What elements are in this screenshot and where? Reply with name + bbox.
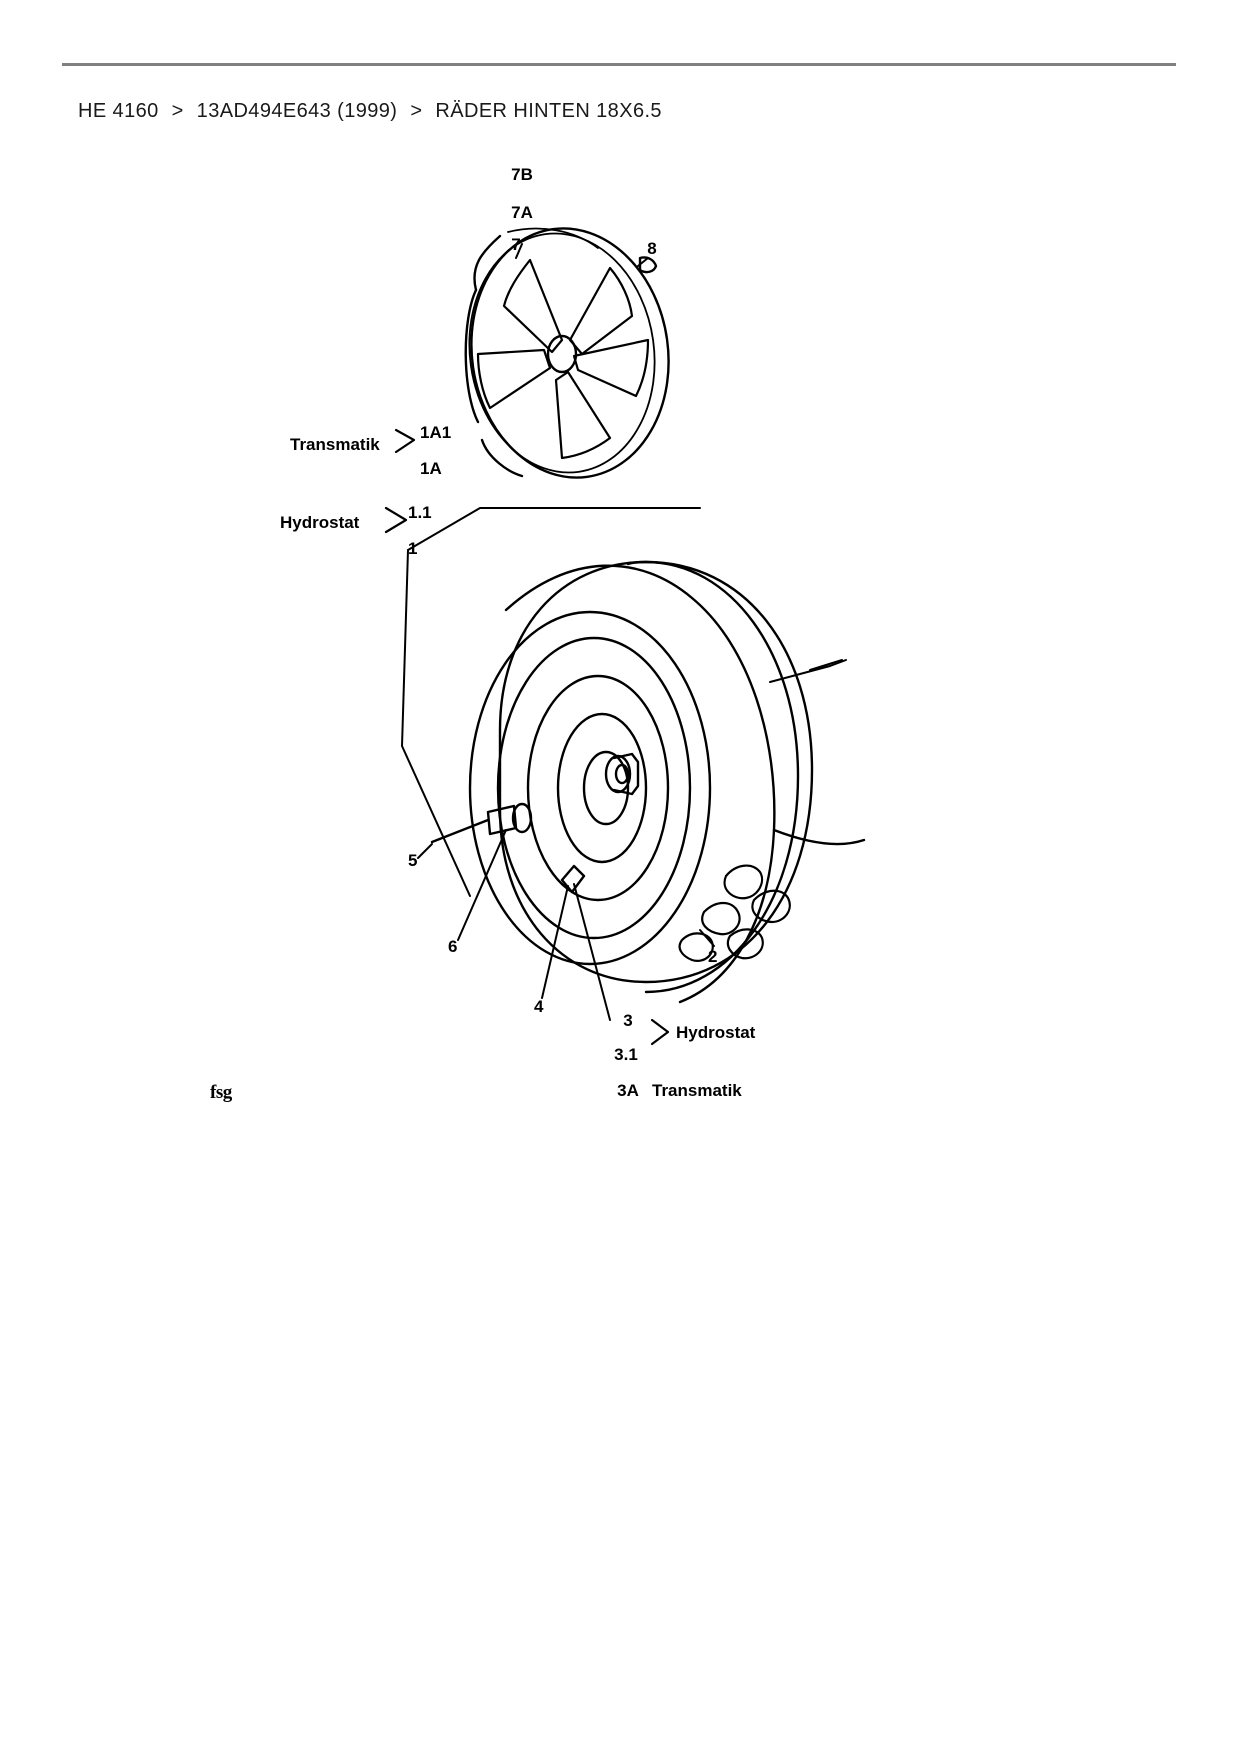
callout-5: 5 [408, 851, 418, 870]
callout-1a: 1A [420, 459, 442, 478]
callout-3-1: 3.1 [614, 1045, 638, 1064]
parts-diagram [170, 140, 1070, 1130]
breadcrumb-item-serial[interactable]: 13AD494E643 (1999) [196, 100, 398, 122]
callout-1-1: 1.1 [408, 503, 432, 522]
header-divider [62, 63, 1176, 66]
callout-7b: 7B [511, 165, 533, 184]
callout-7a: 7A [511, 203, 533, 222]
callout-8: 8 [647, 239, 657, 258]
tire-wheel-graphic [402, 508, 864, 1002]
callout-7: 7 [511, 235, 521, 254]
callout-3: 3 [623, 1011, 633, 1030]
breadcrumb [78, 100, 662, 123]
drawing-code: fsg [210, 1082, 232, 1103]
group-label-transmatik-top: Transmatik [290, 435, 380, 454]
group-label-transmatik-bottom: Transmatik [652, 1081, 742, 1100]
breadcrumb-separator: > [171, 100, 184, 122]
group-brackets [386, 430, 668, 1044]
callout-3a: 3A [617, 1081, 639, 1100]
group-label-hydrostat-top: Hydrostat [280, 513, 360, 532]
breadcrumb-separator: > [410, 100, 423, 122]
breadcrumb-item-assembly[interactable]: RÄDER HINTEN 18X6.5 [435, 100, 662, 122]
callout-1: 1 [408, 539, 418, 558]
callout-1a1: 1A1 [420, 423, 452, 442]
breadcrumb-item-model[interactable]: HE 4160 [78, 100, 159, 122]
callout-2: 2 [708, 947, 718, 966]
callout-6: 6 [448, 937, 458, 956]
callout-4: 4 [534, 997, 544, 1016]
group-label-hydrostat-bottom: Hydrostat [676, 1023, 756, 1042]
